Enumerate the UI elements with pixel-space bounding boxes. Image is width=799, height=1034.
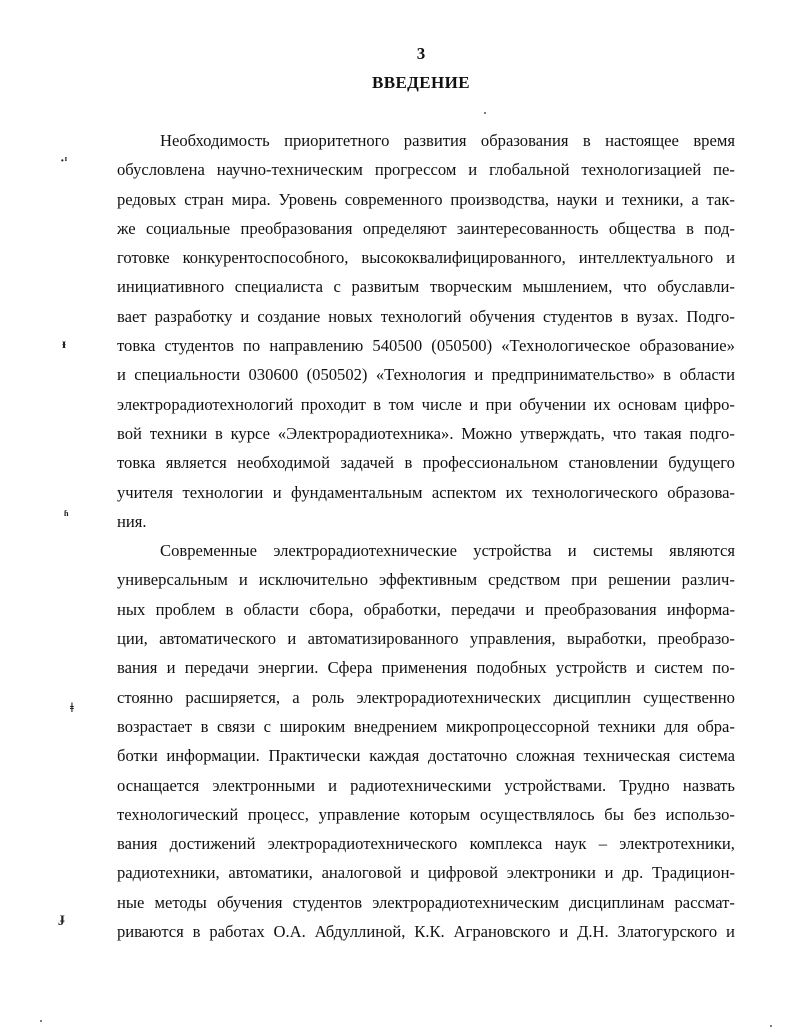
word: настоящее: [605, 131, 679, 150]
text-line: [117, 214, 735, 243]
word: достаточно: [427, 746, 508, 766]
word: являются: [669, 541, 735, 561]
word: высококвалифицированного,: [361, 248, 566, 268]
text-line: [117, 390, 735, 419]
word: и: [468, 160, 478, 180]
word: что: [622, 277, 647, 297]
scan-speck: [770, 1025, 772, 1027]
body-text: [117, 126, 735, 946]
word: с: [333, 277, 341, 297]
word: и: [725, 922, 735, 942]
word: передачи: [451, 599, 516, 619]
word: их: [505, 482, 523, 502]
word: методы: [154, 892, 207, 912]
word: автоматического: [159, 629, 277, 649]
word: производства,: [450, 189, 549, 209]
text-line: [117, 683, 735, 712]
word: внедрением: [353, 716, 438, 736]
word: рассмат-: [674, 892, 735, 912]
page-number: 3: [416, 44, 426, 63]
word: товка: [117, 336, 156, 356]
word: Абдуллиной,: [314, 922, 406, 942]
word: электрорадиотехнических: [356, 687, 542, 707]
word: дисциплин: [553, 687, 631, 707]
word: проблем: [155, 599, 216, 619]
word: управления,: [469, 629, 556, 649]
text-line: [117, 419, 735, 448]
word: Современные: [160, 541, 258, 561]
word: и: [559, 922, 569, 942]
scan-mark: ᵻ: [62, 337, 67, 352]
word: электрорадиотехнологий: [117, 394, 294, 414]
word: и: [636, 658, 646, 678]
word: утверждать,: [519, 423, 605, 443]
scan-mark: ·ᶦ: [60, 154, 68, 169]
word: и: [604, 863, 614, 883]
word: система: [678, 746, 735, 766]
word: информа-: [666, 599, 735, 619]
word: электронными: [212, 775, 316, 795]
word: (050500): [431, 336, 493, 356]
word: обра-: [697, 716, 735, 736]
word: различ-: [681, 570, 735, 590]
word: микропроцессорной: [446, 716, 590, 736]
word: широким: [279, 716, 346, 736]
word: техники: [598, 716, 656, 736]
word: обучения: [216, 892, 283, 912]
word: образова-: [667, 482, 735, 502]
word: студентов: [543, 306, 613, 326]
word: вания: [117, 834, 158, 854]
text-line: [117, 917, 735, 946]
word: Подго-: [686, 306, 735, 326]
word: радиотехническими: [350, 775, 492, 795]
word: интеллектуального: [578, 248, 714, 268]
word: –: [598, 834, 607, 854]
word: их: [593, 394, 611, 414]
word: (050502): [306, 365, 368, 385]
word: Необходимость: [160, 131, 270, 150]
word: готовке: [117, 248, 170, 268]
text-line: [117, 155, 735, 184]
word: Аграновского: [453, 922, 551, 942]
word: и: [525, 599, 535, 619]
word: и: [410, 863, 420, 883]
text-line: [117, 653, 735, 682]
word: конкурентоспособного,: [182, 248, 349, 268]
scan-speck: [484, 112, 486, 114]
word: становлении: [568, 453, 658, 473]
word: сбора,: [309, 599, 354, 619]
word: подобных: [476, 658, 547, 678]
word: по: [243, 336, 261, 356]
text-line: [117, 800, 735, 829]
scan-mark: ǂ: [70, 701, 74, 716]
text-line: ния.: [117, 511, 147, 531]
word: исключительно: [258, 570, 369, 590]
text-line: [117, 595, 735, 624]
word: создание: [257, 306, 321, 326]
text-line: [117, 302, 735, 331]
word: стоянно: [117, 687, 174, 707]
word: осуществлялось: [479, 804, 595, 824]
word: фундаментальным: [291, 482, 423, 502]
text-line: [117, 565, 735, 594]
word: области: [243, 599, 300, 619]
word: «Технологическое: [501, 336, 631, 356]
word: существенно: [643, 687, 735, 707]
word: вания: [117, 658, 158, 678]
text-line: [117, 536, 735, 565]
word: и: [240, 306, 250, 326]
word: работах: [209, 922, 265, 942]
word: числе: [421, 394, 462, 414]
word: Д.Н.: [577, 922, 609, 942]
word: специальности: [134, 365, 241, 385]
word: электроники: [506, 863, 596, 883]
word: проходит: [300, 394, 366, 414]
word: оснащается: [117, 775, 200, 795]
word: и: [469, 394, 479, 414]
word: преобразования: [240, 218, 353, 238]
word: техническая: [583, 746, 671, 766]
word: цифровой: [427, 863, 498, 883]
word: «Технология: [375, 365, 466, 385]
word: творческим: [429, 277, 512, 297]
word: и: [474, 365, 484, 385]
word: 540500: [372, 336, 423, 356]
word: бы: [604, 804, 624, 824]
word: устройства: [473, 541, 552, 561]
word: студентов: [164, 336, 234, 356]
word: новых: [328, 306, 373, 326]
word: в: [192, 922, 201, 942]
word: технологии: [182, 482, 264, 502]
word: без: [633, 804, 656, 824]
word: решении: [608, 570, 671, 590]
word: риваются: [117, 922, 184, 942]
word: разработку: [154, 306, 233, 326]
word: в: [686, 218, 694, 238]
word: и: [726, 248, 735, 268]
word: техники: [149, 423, 208, 443]
word: средством: [488, 570, 561, 590]
text-line: [117, 185, 735, 214]
word: обучения: [469, 306, 536, 326]
word: информации.: [166, 746, 260, 766]
word: Сфера: [327, 658, 373, 678]
word: электротехники,: [619, 834, 735, 854]
word: аспектом: [431, 482, 497, 502]
word: и: [166, 658, 176, 678]
word: в: [582, 131, 591, 150]
word: а: [691, 189, 699, 209]
text-line: [117, 478, 735, 507]
word: учителя: [117, 482, 174, 502]
word: связи: [217, 716, 256, 736]
word: автоматизированного: [307, 629, 459, 649]
word: науки: [556, 189, 598, 209]
word: предпринимательство»: [491, 365, 655, 385]
word: «Электрорадиотехника».: [277, 423, 454, 443]
word: прогрессом: [374, 160, 457, 180]
word: радиотехники,: [117, 863, 220, 883]
word: процесс,: [247, 804, 309, 824]
text-line: [117, 331, 735, 360]
word: и: [567, 541, 577, 561]
word: электрорадиотехнического: [267, 834, 458, 854]
word: для: [664, 716, 689, 736]
text-line: [117, 771, 735, 800]
word: системы: [592, 541, 653, 561]
word: и: [287, 629, 297, 649]
word: комплекса: [469, 834, 543, 854]
word: время: [693, 131, 735, 150]
word: образования: [480, 131, 569, 150]
word: студентов: [292, 892, 363, 912]
text-line: [117, 712, 735, 741]
word: том: [388, 394, 415, 414]
word: ции,: [117, 629, 148, 649]
word: основам: [618, 394, 677, 414]
word: стран: [184, 189, 224, 209]
word: преобразо-: [657, 629, 735, 649]
word: передачи: [184, 658, 249, 678]
text-line: [117, 448, 735, 477]
word: эффективным: [379, 570, 478, 590]
text-line: [117, 829, 735, 858]
word: обусловлена: [117, 160, 205, 180]
word: так-: [706, 189, 735, 209]
word: направлению: [269, 336, 364, 356]
word: пе-: [713, 160, 735, 180]
word: в: [225, 599, 234, 619]
text-line: [117, 126, 735, 155]
word: мира.: [231, 189, 271, 209]
word: что: [612, 423, 637, 443]
word: по-: [712, 658, 735, 678]
word: при: [571, 570, 598, 590]
word: достижений: [169, 834, 256, 854]
word: и: [328, 775, 337, 795]
word: систем: [654, 658, 703, 678]
word: др.: [622, 863, 644, 883]
word: развитым: [351, 277, 420, 297]
word: в: [373, 394, 382, 414]
word: общества: [608, 218, 676, 238]
word: современного: [344, 189, 443, 209]
word: вузах.: [636, 306, 679, 326]
word: товка: [117, 453, 156, 473]
word: использо-: [665, 804, 735, 824]
word: применения: [381, 658, 468, 678]
word: и: [117, 365, 126, 385]
word: Практически: [268, 746, 361, 766]
text-line: [117, 272, 735, 301]
word: К.К.: [414, 922, 445, 942]
word: в: [404, 453, 413, 473]
word: энергии.: [257, 658, 319, 678]
word: под-: [704, 218, 735, 238]
scan-mark: ʱ: [64, 509, 69, 524]
text-line: [117, 360, 735, 389]
word: технологизацией: [581, 160, 702, 180]
word: обуславли-: [657, 277, 735, 297]
word: определяют: [362, 218, 447, 238]
word: заинтересованность: [456, 218, 599, 238]
word: управление: [318, 804, 400, 824]
word: в: [214, 423, 223, 443]
word: преобразования: [544, 599, 657, 619]
word: Традицион-: [652, 863, 735, 883]
word: редовых: [117, 189, 177, 209]
word: подго-: [689, 423, 735, 443]
scan-mark: ɟ: [60, 911, 65, 926]
page-title: ВВЕДЕНИЕ: [371, 73, 471, 92]
word: вает: [117, 306, 147, 326]
text-line: [117, 858, 735, 887]
word: образование»: [639, 336, 735, 356]
word: автоматики,: [228, 863, 313, 883]
word: является: [165, 453, 227, 473]
word: обработки,: [363, 599, 441, 619]
word: глобальной: [489, 160, 570, 180]
word: наук: [554, 834, 587, 854]
word: такая: [644, 423, 682, 443]
word: дисциплинам: [569, 892, 665, 912]
word: в: [200, 716, 209, 736]
word: Златогурского: [617, 922, 718, 942]
word: а: [292, 687, 300, 707]
text-line: [117, 243, 735, 272]
text-line: [117, 888, 735, 917]
word: Трудно: [619, 775, 670, 795]
word: технологический: [117, 804, 239, 824]
word: цифро-: [684, 394, 735, 414]
word: каждая: [369, 746, 420, 766]
word: ботки: [117, 746, 158, 766]
word: ных: [117, 599, 146, 619]
word: технологического: [532, 482, 658, 502]
word: области: [679, 365, 735, 385]
word: при: [485, 394, 512, 414]
word: ные: [117, 892, 145, 912]
word: техники,: [621, 189, 684, 209]
word: профессиональном: [422, 453, 559, 473]
word: необходимой: [237, 453, 330, 473]
word: в: [663, 365, 672, 385]
word: же: [117, 218, 136, 238]
word: специалиста: [234, 277, 323, 297]
word: Уровень: [278, 189, 337, 209]
word: назвать: [682, 775, 735, 795]
word: обучении: [519, 394, 586, 414]
word: расширяется,: [185, 687, 280, 707]
word: научно-техническим: [216, 160, 363, 180]
word: электрорадиотехническим: [372, 892, 559, 912]
word: сложная: [515, 746, 575, 766]
word: устройствами.: [504, 775, 607, 795]
word: выработки,: [566, 629, 647, 649]
word: в: [620, 306, 629, 326]
word: электрорадиотехнические: [273, 541, 457, 561]
word: возрастает: [117, 716, 193, 736]
word: инициативного: [117, 277, 225, 297]
word: вой: [117, 423, 142, 443]
word: курсе: [230, 423, 270, 443]
word: с: [263, 716, 272, 736]
word: которым: [409, 804, 471, 824]
word: приоритетного: [284, 131, 390, 150]
word: и: [605, 189, 615, 209]
word: технологий: [380, 306, 462, 326]
word: и: [238, 570, 248, 590]
word: развития: [403, 131, 467, 150]
word: устройств: [555, 658, 627, 678]
text-line: [117, 741, 735, 770]
word: будущего: [668, 453, 735, 473]
word: задачей: [340, 453, 395, 473]
word: О.А.: [273, 922, 306, 942]
word: социальные: [145, 218, 231, 238]
scan-speck: [40, 1020, 42, 1022]
word: Можно: [461, 423, 513, 443]
word: роль: [311, 687, 345, 707]
word: аналоговой: [321, 863, 402, 883]
word: универсальным: [117, 570, 228, 590]
word: 030600: [248, 365, 299, 385]
text-line: [117, 624, 735, 653]
word: и: [272, 482, 282, 502]
word: мышлением,: [522, 277, 613, 297]
